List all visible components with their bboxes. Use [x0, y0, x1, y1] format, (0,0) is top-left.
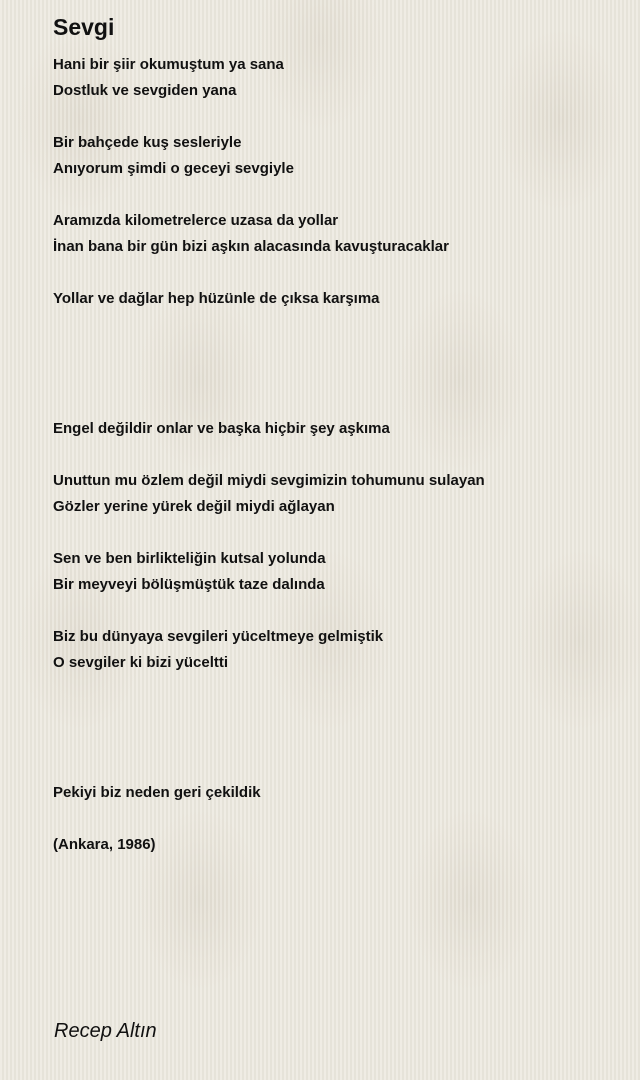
poem-line [53, 364, 623, 390]
poem-line: Unuttun mu özlem değil miydi sevgimizin tohumunu sulayan [53, 472, 485, 489]
poem-line [53, 806, 623, 832]
poem-line [53, 182, 623, 208]
poem-line [53, 728, 623, 754]
poem-line: Biz bu dünyaya sevgileri yüceltmeye gelmiştik [53, 628, 384, 645]
poem-line: Bir meyveyi bölüşmüştük taze dalında [53, 576, 325, 593]
poem-body [53, 52, 623, 858]
poem-line: Engel değildir onlar ve başka hiçbir şey aşkıma [53, 420, 390, 437]
poem-line: Aramızda kilometrelerce uzasa da yollar [53, 212, 339, 229]
poem-line: Gözler yerine yürek değil miydi ağlayan [53, 498, 335, 515]
poem-line [53, 520, 623, 546]
poem-line [53, 442, 623, 468]
poem-line: (Ankara, 1986) [53, 836, 156, 853]
poem-line [53, 598, 623, 624]
poem-line: Pekiyi biz neden geri çekildik [53, 784, 261, 801]
poem-line: Anıyorum şimdi o geceyi sevgiyle [53, 160, 294, 177]
poem-line: Bir bahçede kuş sesleriyle [53, 134, 242, 151]
poem-line [53, 754, 623, 780]
poem-line: Hani bir şiir okumuştum ya sana [53, 56, 284, 73]
poem-line [53, 676, 623, 702]
poem-line: O sevgiler ki bizi yüceltti [53, 654, 229, 671]
poem-line [53, 702, 623, 728]
poem-line: İnan bana bir gün bizi aşkın alacasında kavuşturacaklar [53, 238, 449, 255]
poem-line [53, 390, 623, 416]
poem-title: Sevgi [53, 14, 115, 40]
poem-line [53, 104, 623, 130]
poem-line [53, 338, 623, 364]
poem-line [53, 260, 623, 286]
poem-line [53, 312, 623, 338]
poem-author: Recep Altın [54, 1020, 157, 1042]
poem-line: Sen ve ben birlikteliğin kutsal yolunda [53, 550, 326, 567]
poem-line: Yollar ve dağlar hep hüzünle de çıksa karşıma [53, 290, 380, 307]
poem-line: Dostluk ve sevgiden yana [53, 82, 237, 99]
